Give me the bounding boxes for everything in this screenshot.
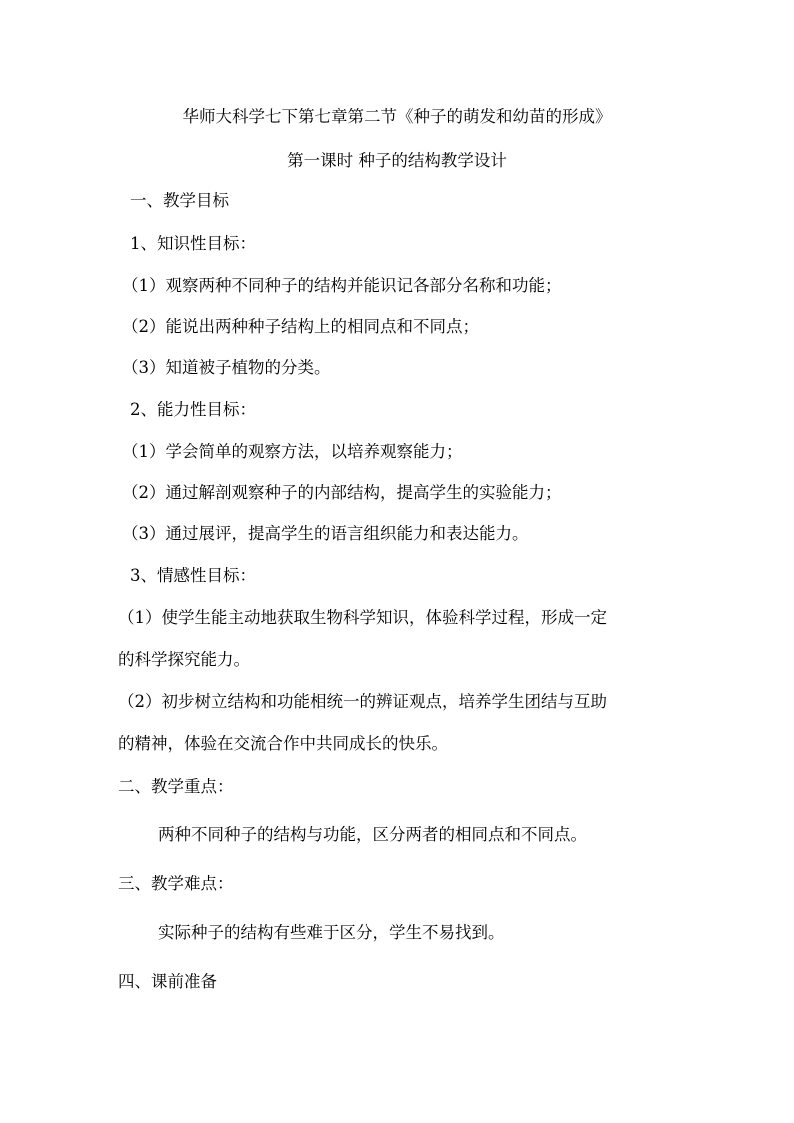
knowledge-goal-item-3: （3）知道被子植物的分类。 [122, 358, 331, 377]
difficulties-content: 实际种子的结构有些难于区分，学生不易找到。 [158, 923, 505, 942]
ability-goal-heading: 2、能力性目标： [130, 400, 256, 419]
ability-goal-item-3: （3）通过展评，提高学生的语言组织能力和表达能力。 [122, 524, 529, 543]
section-heading-objectives: 一、教学目标 [130, 191, 229, 210]
knowledge-goal-item-2: （2）能说出两种种子结构上的相同点和不同点； [122, 317, 479, 336]
ability-goal-item-2: （2）通过解剖观察种子的内部结构，提高学生的实验能力； [122, 483, 562, 502]
knowledge-goal-item-1: （1）观察两种不同种子的结构并能识记各部分名称和功能； [122, 276, 562, 295]
document-subtitle: 第一课时 种子的结构教学设计 [287, 151, 507, 170]
affective-goal-item-1-line-2: 的科学探究能力。 [118, 650, 250, 669]
section-heading-preparation: 四、课前准备 [118, 972, 217, 991]
affective-goal-item-2-line-1: （2）初步树立结构和功能相统一的辨证观点，培养学生团结与互助 [118, 692, 607, 711]
section-heading-difficulties: 三、教学难点： [118, 874, 234, 893]
document-title: 华师大科学七下第七章第二节《种子的萌发和幼苗的形成》 [182, 107, 612, 126]
affective-goal-item-2-line-2: 的精神，体验在交流合作中共同成长的快乐。 [118, 734, 448, 753]
affective-goal-heading: 3、情感性目标： [130, 566, 256, 585]
ability-goal-item-1: （1）学会简单的观察方法，以培养观察能力； [122, 442, 463, 461]
affective-goal-item-1-line-1: （1）使学生能主动地获取生物科学知识，体验科学过程，形成一定 [118, 608, 607, 627]
section-heading-key-points: 二、教学重点： [118, 777, 234, 796]
key-points-content: 两种不同种子的结构与功能，区分两者的相同点和不同点。 [158, 825, 587, 844]
knowledge-goal-heading: 1、知识性目标： [130, 234, 256, 253]
